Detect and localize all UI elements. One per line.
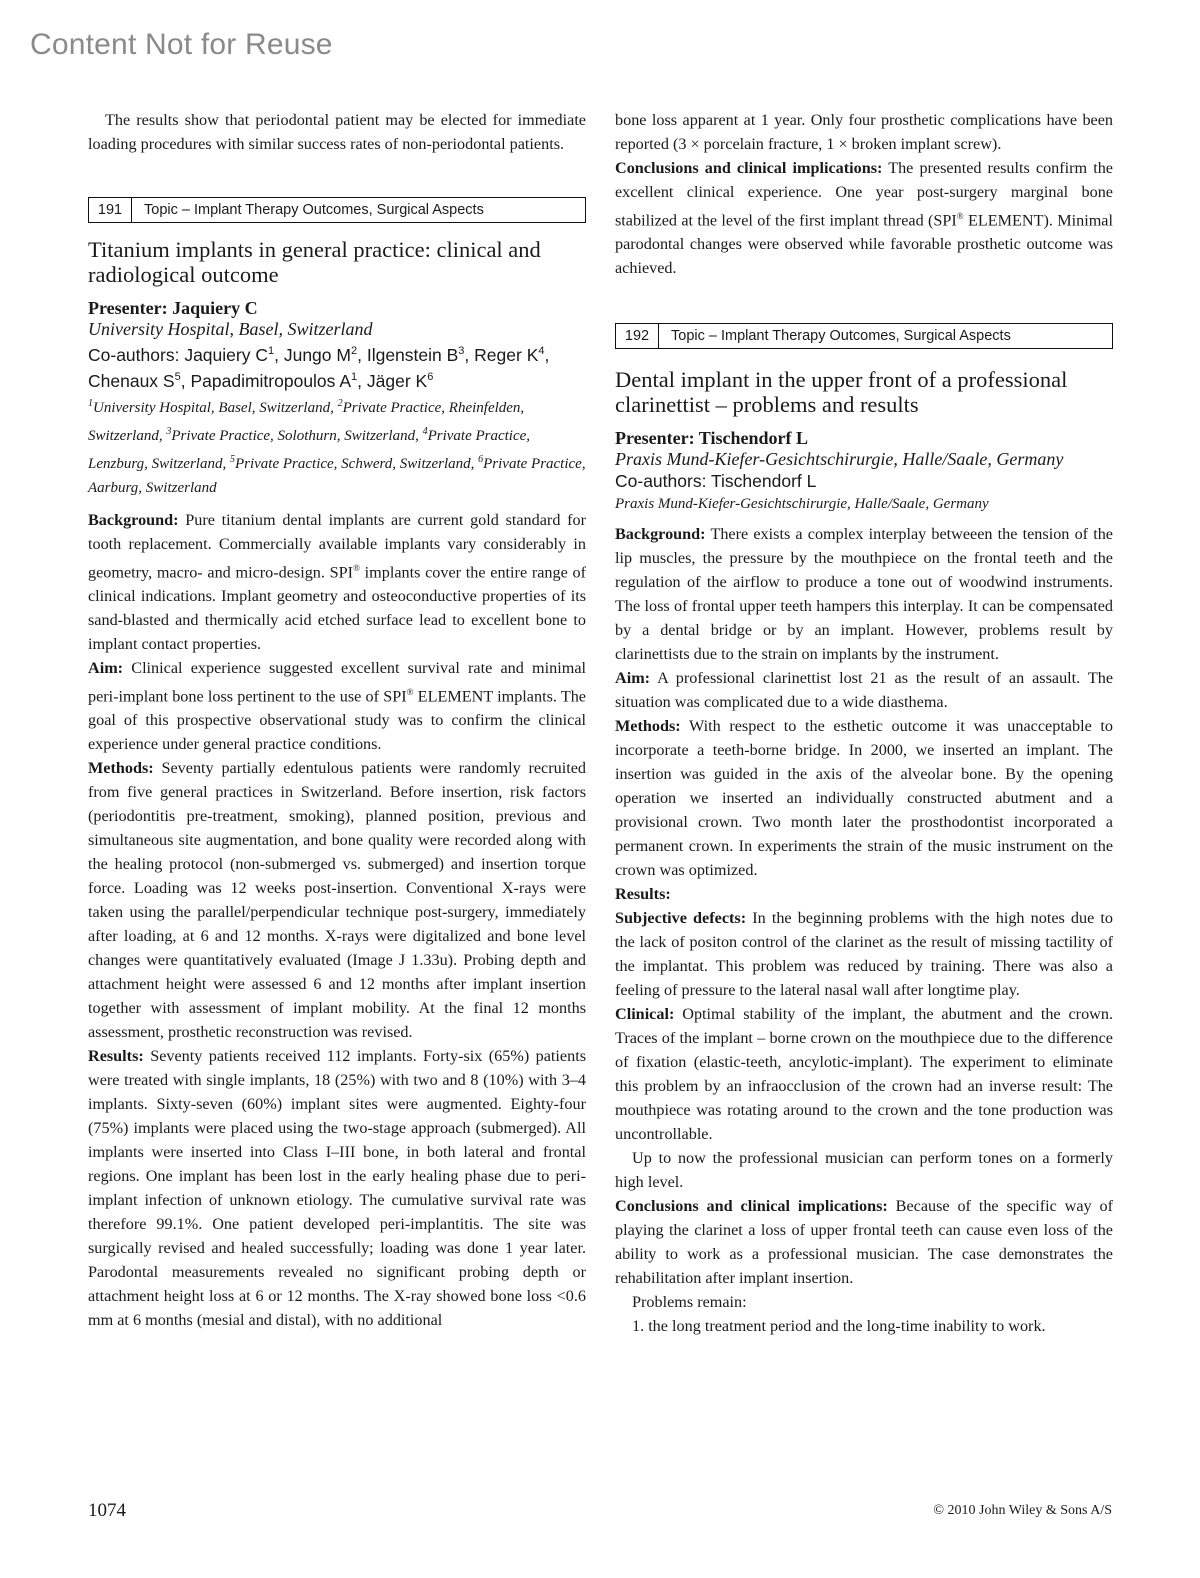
methods-paragraph: Methods: Seventy partially edentulous patients were randomly recruited from five general practices in Switzerland. Before insertion, risk factors (periodontitis pre-treatment, smoking), planned position, previous and simultaneous site augmentation, and bone quality were recorded along with the healing protocol (non-submerged vs. submerged) and insertion torque force. Loading was 12 weeks post-insertion. Conventional X-rays were taken using the parallel/perpendicular technique post-surgery, immediately after loading, at 6 and 12 months. X-rays were digitalized and bone level changes were quantitatively evaluated (Image J 1.33u). Probing depth and attachment height were assessed 6 and 12 months after implant insertion together with assessment of implant mobility. At the final 12 months assessment, prosthetic reconstruction was revised. bbox=[88, 759, 587, 1042]
copyright: © 2010 John Wiley & Sons A/S bbox=[933, 1503, 1112, 1518]
affiliation-list bbox=[88, 392, 586, 500]
coauthor: Reger $K^4$, bbox=[474, 344, 550, 365]
topic-label: Topic – Implant Therapy Outcomes, Surgical Aspects bbox=[671, 328, 1011, 345]
background-paragraph: Background: Pure titanium dental implants are current gold standard for tooth replacement. Commercially available implants vary considerably in geometry, macro- and micro-design. SPI® implants cover the entire range of clinical indications. Implant geometry and osteoconductive properties of its sand-blasted and thermically acid etched surface lead to excellent bone to implant contact properties. bbox=[88, 510, 587, 654]
results-paragraph: Results: Seventy patients received 112 implants. Forty-six (65%) patients were treated with single implants, 18 (25%) with two and 8 (10%) with 3–4 implants. Sixty-seven (60%) implant sites were augmented. Eighty-four (75%) implants were placed using the two-stage approach (submerged). All implants were inserted into Class I–III bone, in both lateral and frontal regions. One implant has been lost in the early healing phase due to peri-implant infection of unknown etiology. The cumulative survival rate was therefore 99.1%. One patient developed peri-implantitis. The site was surgically revised and healed successfully; loading was done 1 year later. Parodontal measurements revealed no significant probing depth or attachment height loss at 6 or 12 months. The X-ray showed bone loss <0.6 mm at 6 months (mesial and distal), with no additional bbox=[88, 1047, 587, 1330]
affiliation: $^4$Private Practice, Lenzburg, Switzerland, bbox=[88, 425, 531, 472]
affiliation: Praxis Mund-Kiefer-Gesichtschirurgie, Halle/Saale, Germany bbox=[615, 496, 989, 513]
page-number: 1074 bbox=[88, 1500, 126, 1521]
aim-paragraph: Aim: A professional clarinettist lost 21 as the result of an assault. The situation was complicated due to a wide diasthema. bbox=[615, 669, 1113, 712]
coauthors: Co-authors: Tischendorf L bbox=[615, 471, 817, 492]
topic-label: Topic – Implant Therapy Outcomes, Surgical Aspects bbox=[144, 202, 484, 218]
topic-box-192 bbox=[615, 323, 1113, 349]
right-column bbox=[615, 108, 1113, 1338]
watermark: Content Not for Reuse bbox=[30, 28, 333, 61]
abstract-number: 191 bbox=[89, 198, 132, 222]
coauthors bbox=[88, 340, 586, 392]
coauthor: Chenaux $S^5$, bbox=[88, 370, 186, 391]
coauthor: Papadimitropoulos $A^1$, bbox=[190, 370, 362, 391]
coauthors-label: Co-authors: bbox=[88, 344, 180, 365]
results-heading: Results: bbox=[615, 885, 671, 904]
problems-remain: Problems remain: bbox=[632, 1293, 747, 1312]
presenter: Presenter: Jaquiery C bbox=[88, 298, 258, 318]
coauthor: Jäger $K^6$ bbox=[366, 370, 434, 391]
presenter-affiliation: University Hospital, Basel, Switzerland bbox=[88, 319, 373, 339]
affiliation: $^6$Private Practice, Aarburg, Switzerland bbox=[88, 453, 586, 496]
presenter-affiliation: Praxis Mund-Kiefer-Gesichtschirurgie, Halle/Saale, Germany bbox=[615, 449, 1064, 470]
aim-paragraph: Aim: Clinical experience suggested excellent survival rate and minimal peri-implant bone loss pertinent to the use of SPI® ELEMENT implants. The goal of this prospective observational study was to confirm the clinical experience under general practice conditions. bbox=[88, 659, 586, 754]
subjective-defects-paragraph: Subjective defects: In the beginning problems with the high notes due to the lack of positon control of the clarinet as the result of missing tactility of the implantat. This problem was reduced by training. There was also a feeling of pressure to the lateral nasal wall after longtime play. bbox=[615, 909, 1114, 1000]
affiliation: $^3$Private Practice, Solothurn, Switzerland, bbox=[166, 425, 419, 444]
up-to-now-paragraph: Up to now the professional musician can perform tones on a formerly high level. bbox=[615, 1149, 1113, 1192]
affiliation: $^2$Private Practice, Rheinfelden, Switzerland, bbox=[88, 397, 525, 444]
affiliation: $^5$Private Practice, Schwerd, Switzerland, bbox=[229, 453, 475, 472]
coauthor: Ilgenstein $B^3$, bbox=[366, 344, 470, 365]
abstract-title: Dental implant in the upper front of a professional clarinettist – problems and results bbox=[615, 367, 1068, 418]
presenter: Presenter: Tischendorf L bbox=[615, 428, 808, 449]
coauthor: Jungo $M^2$, bbox=[283, 344, 362, 365]
abstract-number: 192 bbox=[616, 324, 659, 348]
methods-paragraph: Methods: With respect to the esthetic outcome it was unacceptable to incorporate a teeth-borne bridge. In 2000, we inserted an implant. The insertion was guided in the axis of the alveolar bone. By the opening operation we inserted an individually constructed abutment and a provisional crown. Two month later the prosthodontist incorporated a permanent crown. In experiments the strain of the music instrument on the crown was optimized. bbox=[615, 717, 1113, 880]
abstract-title: Titanium implants in general practice: clinical and radiological outcome bbox=[88, 237, 541, 287]
affiliation: $^1$University Hospital, Basel, Switzerland, bbox=[88, 397, 334, 416]
left-column bbox=[88, 108, 586, 1332]
coauthor: Jaquiery $C^1$, bbox=[184, 344, 279, 365]
problem-item-1: 1. the long treatment period and the long-time inability to work. bbox=[632, 1317, 1046, 1336]
intro-paragraph: The results show that periodontal patient may be elected for immediate loading procedures with similar success rates of non-periodontal patients. bbox=[88, 111, 586, 153]
background-paragraph: Background: There exists a complex interplay betweeen the tension of the lip muscles, the pressure by the mouthpiece on the frontal teeth and the regulation of the airflow to produce a tone out of woodwind instruments. The loss of frontal upper teeth hampers this interplay. It can be compensated by a dental bridge or by an implant. However, problems result by clarinettists due to the strain on implants by the instrument. bbox=[615, 525, 1113, 664]
conclusions-191: Conclusions and clinical implications: The presented results confirm the excellent clinical experience. One year post-surgery marginal bone stabilized at the level of the first implant thread (SPI® ELEMENT). Minimal parodontal changes were observed while favorable prosthetic outcome was achieved. bbox=[615, 159, 1113, 278]
clinical-paragraph: Clinical: Optimal stability of the implant, the abutment and the crown. Traces of the implant – borne crown on the mouthpiece due to the difference of fixation (elastic-teeth, ancylotic-implant). The experiment to eliminate this problem by an infraocclusion of the crown had an inverse result: The mouthpiece was rotating around to the crown and the tone production was uncontrollable. bbox=[615, 1005, 1114, 1144]
continued-results: bone loss apparent at 1 year. Only four prosthetic complications have been reported (3 × porcelain fracture, 1 × broken implant screw). bbox=[615, 111, 1113, 153]
topic-box-191 bbox=[88, 197, 586, 223]
conclusions-192: Conclusions and clinical implications: Because of the specific way of playing the clarinet a loss of upper frontal teeth can cause even loss of the ability to work as a professional musician. The case demonstrates the rehabilitation after implant insertion. bbox=[615, 1197, 1113, 1288]
